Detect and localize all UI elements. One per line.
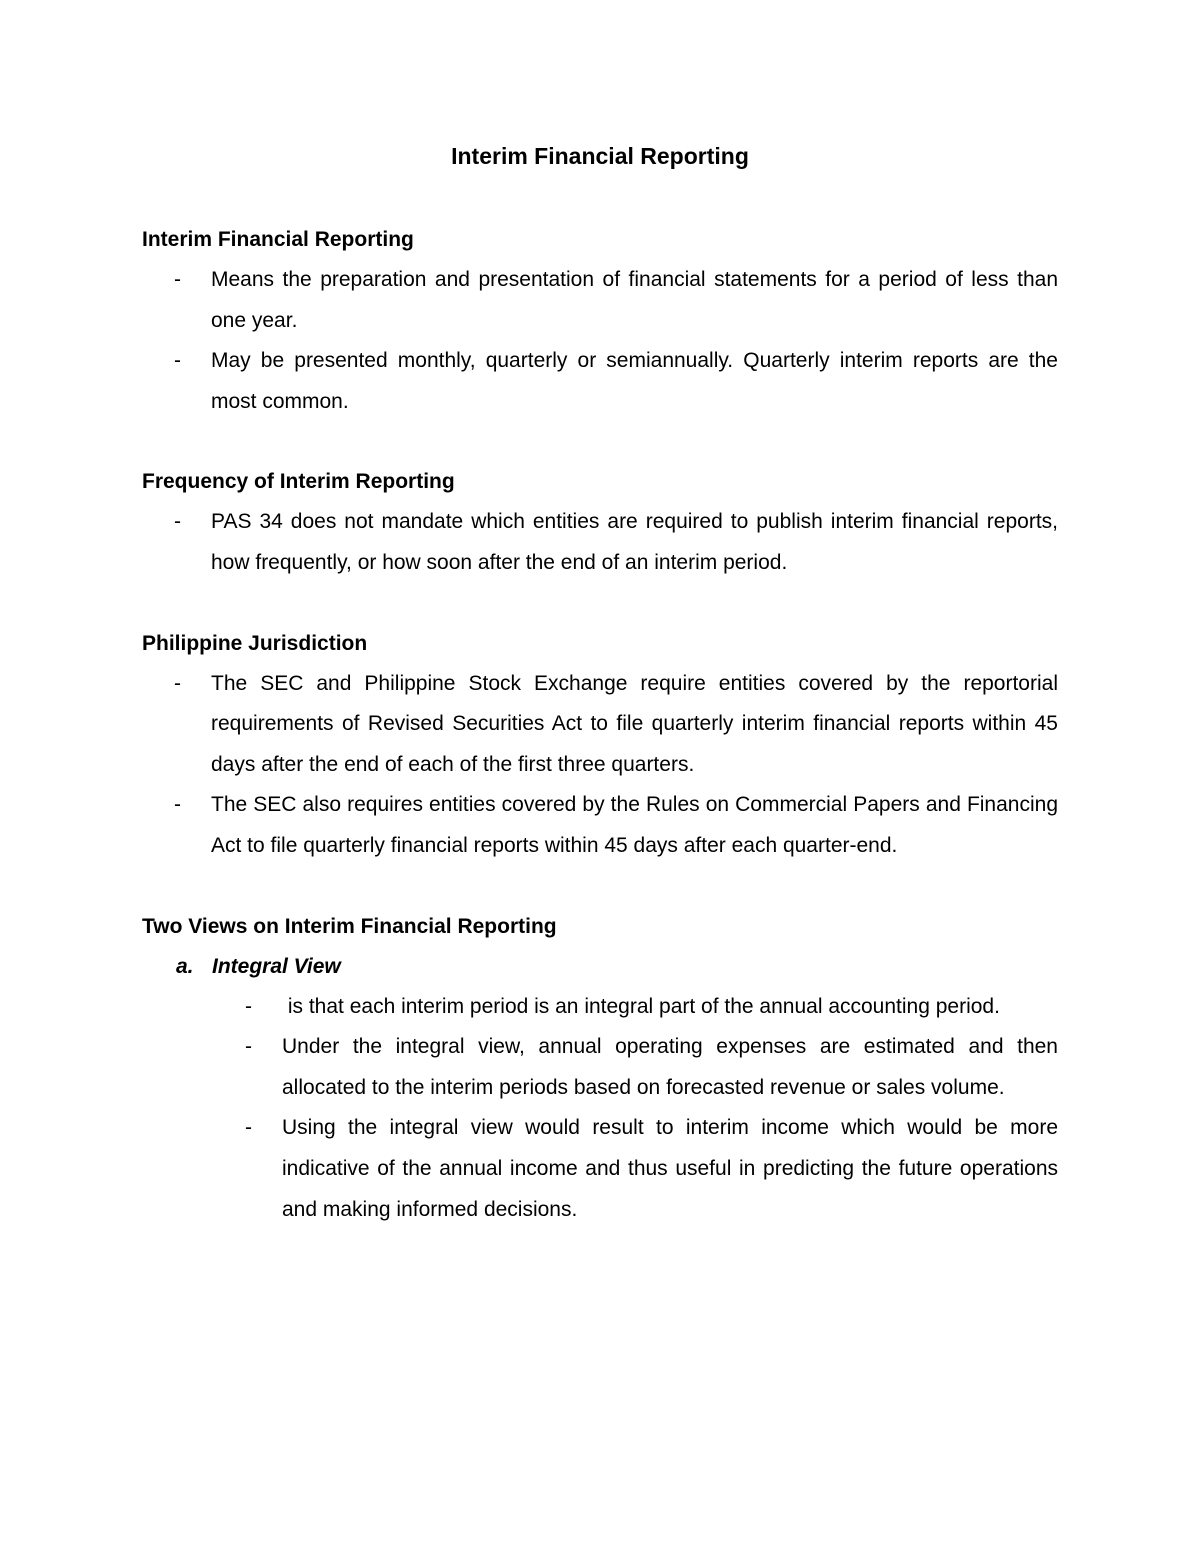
sub-bullet-list <box>142 987 1058 1231</box>
bullet-list <box>142 502 1058 583</box>
section-philippine-jurisdiction <box>142 624 1058 867</box>
dash-bullet: - <box>174 793 181 817</box>
list-item <box>142 502 1058 583</box>
section-two-views <box>142 907 1058 1231</box>
subheading-integral-view <box>142 947 1058 987</box>
section-heading: Philippine Jurisdiction <box>142 631 368 655</box>
bullet-text: The SEC also requires entities covered by the Rules on Commercial Papers and Financing Act to file quarterly financial reports within 45 days after each quarter-end. <box>211 793 1058 857</box>
list-item <box>142 1108 1058 1230</box>
bullet-text: is that each interim period is an integral part of the annual accounting period. <box>282 994 1000 1018</box>
dash-bullet: - <box>174 671 181 695</box>
bullet-list <box>142 260 1058 422</box>
dash-bullet: - <box>245 994 252 1018</box>
bullet-text: May be presented monthly, quarterly or semiannually. Quarterly interim reports are the most common. <box>211 349 1058 413</box>
bullet-text: The SEC and Philippine Stock Exchange require entities covered by the reportorial requirements of Revised Securities Act to file quarterly interim financial reports within 45 days after the end of each of the first three quarters. <box>211 671 1058 776</box>
bullet-text: Means the preparation and presentation of financial statements for a period of less than one year. <box>211 268 1058 332</box>
dash-bullet: - <box>245 1035 252 1059</box>
section-heading: Two Views on Interim Financial Reporting <box>142 914 557 938</box>
document-page <box>142 136 1058 1270</box>
list-item <box>142 260 1058 341</box>
bullet-text: Under the integral view, annual operating expenses are estimated and then allocated to the interim periods based on forecasted revenue or sales volume. <box>282 1035 1058 1099</box>
dash-bullet: - <box>245 1116 252 1140</box>
list-item <box>142 987 1058 1028</box>
list-item <box>142 664 1058 786</box>
subheading-letter: a. <box>176 954 194 978</box>
list-item <box>142 785 1058 866</box>
dash-bullet: - <box>174 349 181 373</box>
bullet-text: Using the integral view would result to interim income which would be more indicative of the annual income and thus useful in predicting the future operations and making informed decisions. <box>282 1116 1058 1221</box>
bullet-list <box>142 664 1058 867</box>
dash-bullet: - <box>174 268 181 291</box>
dash-bullet: - <box>174 510 181 534</box>
section-interim-financial-reporting <box>142 220 1058 422</box>
document-title: Interim Financial Reporting <box>451 143 749 169</box>
section-heading: Interim Financial Reporting <box>142 228 414 251</box>
section-frequency-of-interim-reporting <box>142 462 1058 583</box>
section-heading: Frequency of Interim Reporting <box>142 470 455 494</box>
subheading-text: Integral View <box>212 954 341 978</box>
list-item <box>142 341 1058 422</box>
list-item <box>142 1027 1058 1108</box>
bullet-text: PAS 34 does not mandate which entities are required to publish interim financial reports, how frequently, or how soon after the end of an interim period. <box>211 510 1058 574</box>
